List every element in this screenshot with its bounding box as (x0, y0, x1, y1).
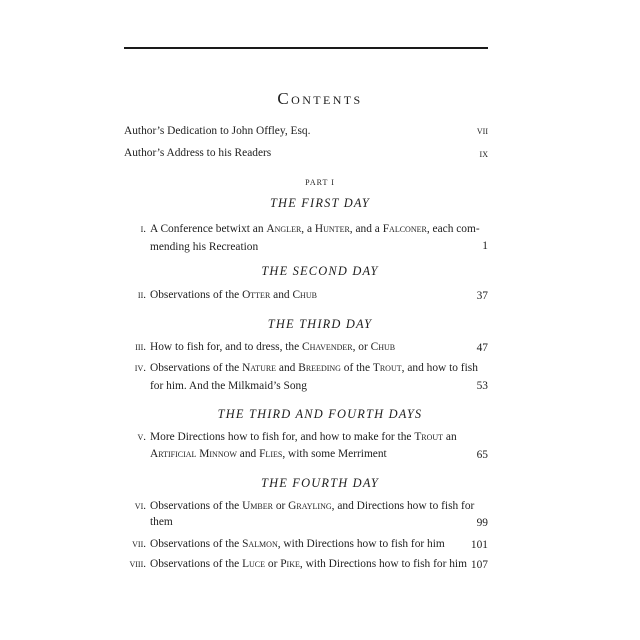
small-caps-term: Chub (370, 341, 396, 353)
chapter-page: 65 (476, 449, 488, 461)
chapter-page: 53 (476, 380, 488, 392)
chapter-title-line: mending his Recreation (150, 241, 259, 253)
small-caps-term: Hunter (314, 223, 350, 235)
chapter-page: 37 (476, 290, 488, 302)
small-caps-term: Nature (242, 362, 277, 374)
small-caps-term: Chub (292, 289, 317, 301)
chapter-page: 101 (470, 539, 488, 551)
chapter-title-line: for him. And the Milkmaid’s Song (150, 380, 307, 392)
chapter-numeral: vi. (134, 500, 146, 512)
small-caps-term: Breeding (298, 362, 341, 374)
day-heading: THE THIRD AND FOURTH DAYS (217, 407, 423, 421)
chapter-title-line: How to fish for, and to dress, the Chavender, or Chub (150, 341, 396, 353)
small-caps-term: Umber (242, 500, 273, 512)
chapter-numeral: viii. (129, 558, 146, 570)
top-rule (124, 47, 488, 49)
toc-entry-page: ix (479, 148, 488, 160)
small-caps-term: Chavender (302, 341, 353, 353)
part-label: PART I (305, 178, 335, 187)
chapter-title-line: Observations of the Salmon, with Directions how to fish for him (150, 538, 445, 550)
small-caps-term: Otter (242, 289, 271, 301)
chapter-title-line: Artificial Minnow and Flies, with some Merriment (150, 448, 387, 460)
chapter-title-line: Observations of the Luce or Pike, with Directions how to fish for him (150, 558, 467, 570)
chapter-numeral: iv. (134, 362, 146, 374)
toc-entry-title: Author’s Address to his Readers (124, 147, 272, 159)
chapter-numeral: iii. (135, 341, 146, 353)
chapter-title-line: Observations of the Otter and Chub (150, 289, 317, 301)
page-title: Contents (277, 89, 363, 108)
small-caps-term: Luce (242, 558, 266, 570)
chapter-title-line: A Conference betwixt an Angler, a Hunter, and a Falconer, each com- (150, 223, 480, 235)
small-caps-term: Artificial Minnow (150, 448, 237, 460)
small-caps-term: Angler (266, 223, 302, 235)
chapter-title-line: Observations of the Umber or Grayling, and Directions how to fish for (150, 500, 475, 512)
small-caps-term: Trout (372, 362, 402, 374)
chapter-title-line: Observations of the Nature and Breeding of the Trout, and how to fish (150, 362, 478, 374)
small-caps-term: Grayling (288, 500, 332, 512)
small-caps-term: Salmon (242, 538, 278, 550)
chapter-page: 1 (482, 240, 488, 252)
day-heading: THE THIRD DAY (267, 317, 373, 331)
toc-entry-page: vii (476, 125, 488, 137)
chapter-title-line: More Directions how to fish for, and how to make for the Trout an (150, 431, 457, 443)
day-heading: THE FIRST DAY (269, 196, 371, 210)
chapter-numeral: ii. (137, 289, 146, 301)
small-caps-term: Flies (259, 448, 283, 460)
small-caps-term: Falconer (382, 223, 427, 235)
chapter-page: 99 (476, 517, 488, 529)
day-heading: THE FOURTH DAY (261, 476, 379, 490)
day-heading: THE SECOND DAY (261, 264, 379, 278)
chapter-numeral: v. (137, 431, 146, 443)
chapter-title-line: them (150, 516, 173, 528)
chapter-page: 107 (470, 559, 488, 571)
chapter-numeral: vii. (132, 538, 146, 550)
small-caps-term: Pike (280, 558, 300, 570)
chapter-numeral: i. (140, 223, 146, 235)
chapter-page: 47 (476, 342, 488, 354)
small-caps-term: Trout (414, 431, 444, 443)
toc-entry-title: Author’s Dedication to John Offley, Esq. (124, 125, 311, 137)
